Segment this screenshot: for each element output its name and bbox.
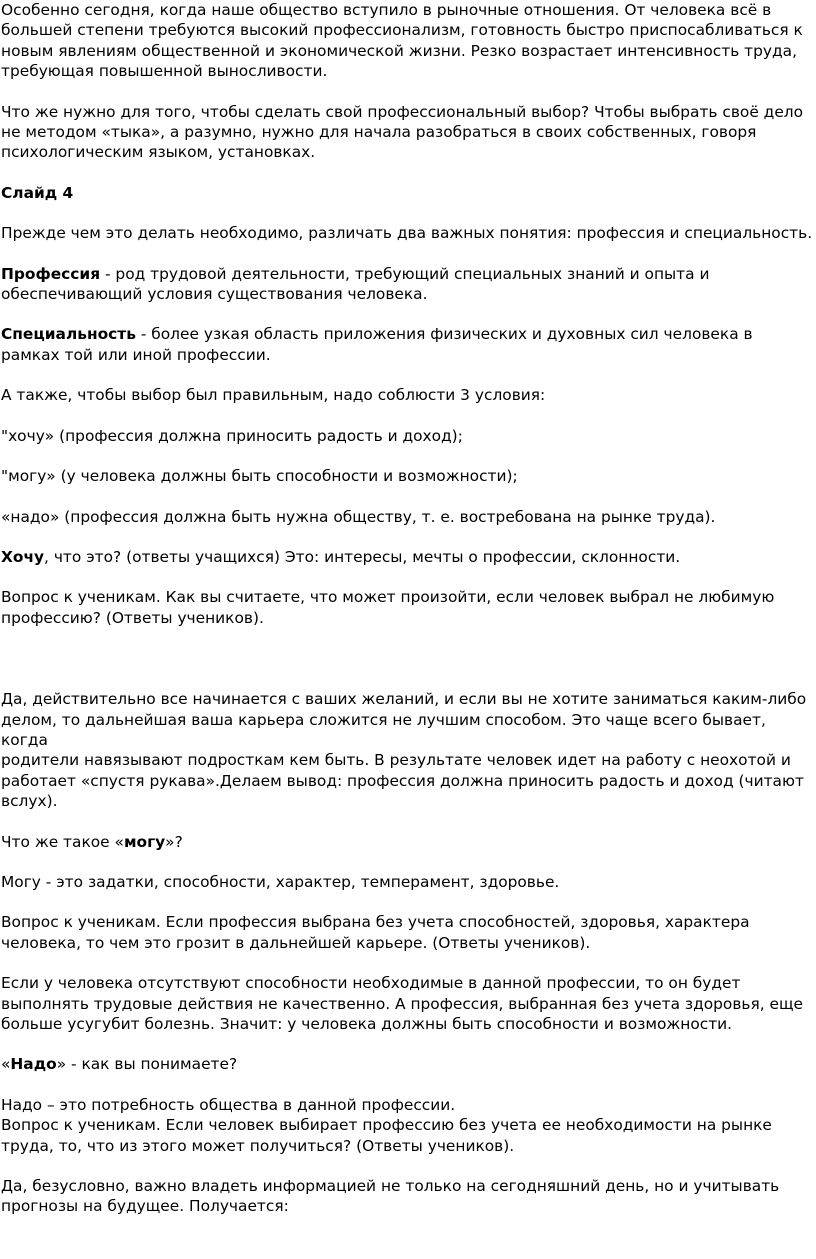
definition-specialty-text: - более узкая область приложения физических и духовных сил человека в рамках той или иной профессии. xyxy=(1,325,753,364)
question-want: Вопрос к ученикам. Как вы считаете, что может произойти, если человек выбрал не любимую профессию? (Ответы учеников). xyxy=(1,588,775,627)
term-can: могу xyxy=(123,832,166,851)
term-want: Хочу xyxy=(1,547,45,566)
term-profession: Профессия xyxy=(1,264,101,283)
paragraph-intro: Особенно сегодня, когда наше общество вступило в рыночные отношения. От человека всё в большей степени требуются высокий профессионализм, готовность быстро приспосабливаться к новым явлениям общественной и экономической жизни. Резко возрастает интенсивность труда, требующая повышенной выносливости. xyxy=(1,1,803,81)
question-can xyxy=(1,832,816,852)
definition-need: Надо – это потребность общества в данной профессии. Вопрос к ученикам. Если человек выбирает профессию без учета ее необходимости на рынке труда, то, что из этого может получиться? (Ответы учеников). xyxy=(1,1095,772,1155)
definition-specialty xyxy=(1,324,816,365)
question-need-before: « xyxy=(1,1055,11,1074)
paragraph-choice: Что же нужно для того, чтобы сделать свой профессиональный выбор? Чтобы выбрать своё дело не методом «тыка», а разумно, нужно для начала разобраться в своих собственных, говоря психологическим языком, установках. xyxy=(1,102,804,162)
question-need xyxy=(1,1054,816,1074)
definition-can: Могу - это задатки, способности, характер, темперамент, здоровье. xyxy=(1,872,560,891)
paragraph-desires: Да, действительно все начинается с ваших желаний, и если вы не хотите заниматься каким-либо делом, то дальнейшая ваша карьера сложится не лучшим способом. Это чаще всего бывает, когда родители навязывают подросткам кем быть. В результате человек идет на работу с неохотой и работает «спустя рукава».Делаем вывод: профессия должна приносить радость и доход (читают вслух). xyxy=(1,690,807,811)
question-can-before: Что же такое « xyxy=(1,832,124,851)
paragraph-conditions: А также, чтобы выбор был правильным, надо соблюсти 3 условия: xyxy=(1,386,546,405)
paragraph-concepts: Прежде чем это делать необходимо, различать два важных понятия: профессия и специальность. xyxy=(1,224,813,243)
condition-need: «надо» (профессия должна быть нужна обществу, т. е. востребована на рынке труда). xyxy=(1,507,716,526)
paragraph-forecast: Да, безусловно, важно владеть информацией не только на сегодняшний день, но и учитывать прогнозы на будущее. Получается: xyxy=(1,1177,780,1216)
definition-profession-text: - род трудовой деятельности, требующий специальных знаний и опыта и обеспечивающий условия существования человека. xyxy=(1,264,710,304)
question-can-after: »? xyxy=(165,832,183,851)
paragraph-want xyxy=(1,547,816,567)
paragraph-abilities: Если у человека отсутствуют способности необходимые в данной профессии, то он будет выполнять трудовые действия не качественно. А профессия, выбранная без учета здоровья, еще больше усугубит болезнь. Значит: у человека должны быть способности и возможности. xyxy=(1,974,803,1033)
definition-profession xyxy=(1,264,816,305)
paragraph-want-text: , что это? (ответы учащихся) Это: интересы, мечты о профессии, склонности. xyxy=(44,547,681,566)
question-abilities: Вопрос к ученикам. Если профессия выбрана без учета способностей, здоровья, характера человека, то чем это грозит в дальнейшей карьере. (Ответы учеников). xyxy=(1,913,750,952)
condition-want: "хочу» (профессия должна приносить радость и доход); xyxy=(1,426,463,445)
question-need-after: » - как вы понимаете? xyxy=(56,1055,238,1074)
condition-can: "могу» (у человека должны быть способности и возможности); xyxy=(1,467,518,486)
slide-heading: Слайд 4 xyxy=(1,183,74,202)
term-specialty: Специальность xyxy=(1,325,136,344)
term-need: Надо xyxy=(10,1055,57,1074)
